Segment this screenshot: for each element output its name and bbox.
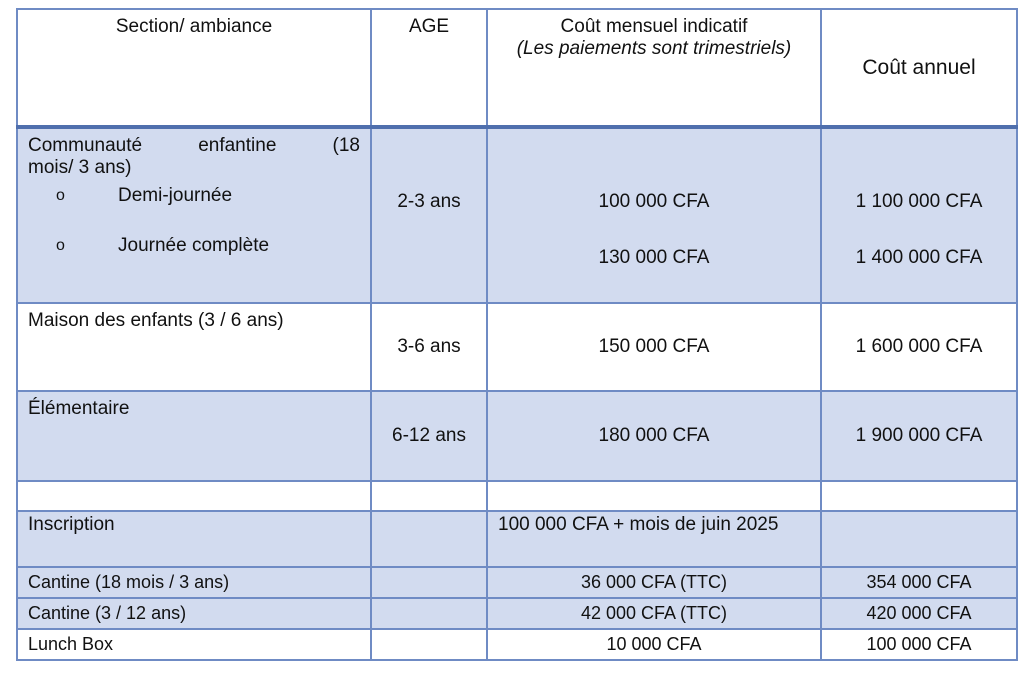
communaute-title: Communauté enfantine (18 (28, 135, 360, 156)
table-row-empty (17, 481, 1017, 511)
journee-complete-annual: 1 400 000 CFA (855, 247, 983, 268)
communaute-annual-cell (821, 127, 1017, 303)
table-row-elementaire (17, 391, 1017, 481)
header-monthly-note: (Les paiements sont trimestriels) (516, 38, 792, 59)
table-row-cantine-large (17, 598, 1017, 629)
header-row (17, 9, 1017, 127)
header-monthly-label: Coût mensuel indicatif (560, 16, 748, 37)
inscription-monthly: 100 000 CFA + mois de juin 2025 (487, 511, 821, 567)
maison-monthly: 150 000 CFA (487, 303, 821, 391)
extra-annual: 420 000 CFA (821, 598, 1017, 629)
extra-label: Cantine (18 mois / 3 ans) (17, 567, 371, 598)
tuition-table (16, 8, 1018, 661)
demi-journee-monthly: 100 000 CFA (598, 191, 710, 212)
bullet-icon: o (56, 187, 65, 204)
journee-complete-monthly: 130 000 CFA (598, 247, 710, 268)
table-row-cantine-small (17, 567, 1017, 598)
communaute-title-line2: mois/ 3 ans) (28, 157, 132, 178)
header-annual: Coût annuel (821, 9, 1017, 127)
extra-monthly: 42 000 CFA (TTC) (487, 598, 821, 629)
maison-age: 3-6 ans (371, 303, 487, 391)
bullet-icon: o (56, 237, 65, 254)
table-row-communaute (17, 127, 1017, 303)
elementaire-annual: 1 900 000 CFA (821, 391, 1017, 481)
option-journee-complete: o Journée complète (56, 235, 270, 256)
maison-annual: 1 600 000 CFA (821, 303, 1017, 391)
elementaire-title: Élémentaire (17, 391, 371, 481)
header-section: Section/ ambiance (17, 9, 371, 127)
extra-annual: 100 000 CFA (821, 629, 1017, 660)
extra-monthly: 36 000 CFA (TTC) (487, 567, 821, 598)
communaute-age-cell: 2-3 ans (371, 127, 487, 303)
extra-monthly: 10 000 CFA (487, 629, 821, 660)
demi-journee-annual: 1 100 000 CFA (855, 191, 983, 212)
elementaire-monthly: 180 000 CFA (487, 391, 821, 481)
table-row-maison (17, 303, 1017, 391)
table-row-inscription (17, 511, 1017, 567)
header-age: AGE (371, 9, 487, 127)
table-row-lunch-box (17, 629, 1017, 660)
extra-label: Lunch Box (17, 629, 371, 660)
extra-annual: 354 000 CFA (821, 567, 1017, 598)
communaute-monthly-cell (487, 127, 821, 303)
option-demi-journee: o Demi-journée (56, 185, 233, 206)
maison-title: Maison des enfants (3 / 6 ans) (17, 303, 371, 391)
communaute-section-cell (17, 127, 371, 303)
header-monthly (487, 9, 821, 127)
extra-label: Cantine (3 / 12 ans) (17, 598, 371, 629)
inscription-title: Inscription (17, 511, 371, 567)
elementaire-age: 6-12 ans (371, 391, 487, 481)
